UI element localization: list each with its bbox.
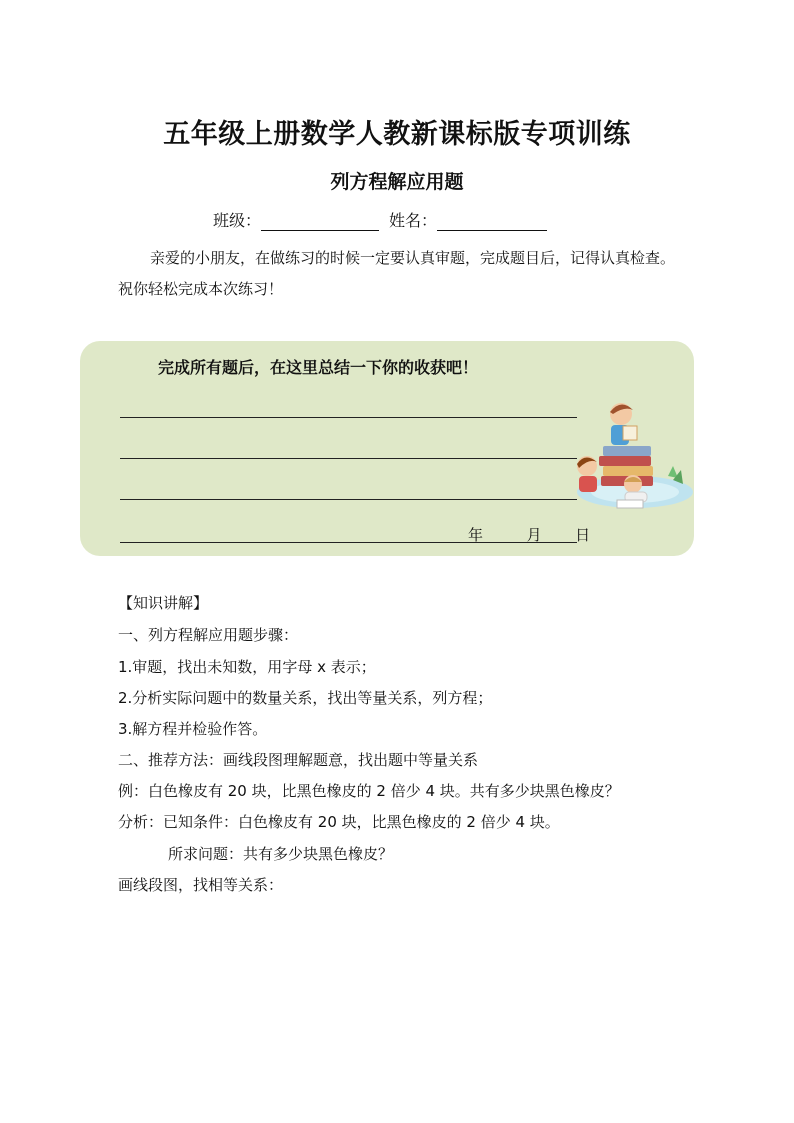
date-row — [468, 524, 590, 545]
summary-line[interactable] — [120, 417, 577, 418]
class-blank[interactable] — [261, 210, 379, 231]
name-blank[interactable] — [437, 210, 547, 231]
example-text: 例：白色橡皮有 20 块，比黑色橡皮的 2 倍少 4 块。共有多少块黑色橡皮？ — [118, 782, 620, 800]
summary-card — [80, 341, 694, 556]
step-item: 2.分析实际问题中的数量关系，找出等量关系，列方程； — [118, 689, 493, 707]
analysis-text: 分析：已知条件：白色橡皮有 20 块，比黑色橡皮的 2 倍少 4 块。 — [118, 813, 560, 831]
step-item: 3.解方程并检验作答。 — [118, 720, 268, 738]
part1-title: 一、列方程解应用题步骤： — [118, 626, 299, 644]
summary-line[interactable] — [120, 458, 577, 459]
class-label: 班级： — [213, 211, 262, 230]
diagram-prompt: 画线段图，找相等关系： — [118, 876, 284, 894]
kids-reading-illustration — [563, 396, 693, 526]
step-item: 1.审题，找出未知数，用字母 x 表示； — [118, 658, 376, 676]
knowledge-header: 【知识讲解】 — [118, 594, 209, 612]
student-info-row — [213, 208, 557, 231]
name-label: 姓名： — [389, 211, 438, 230]
question-text: 所求问题：共有多少块黑色橡皮？ — [168, 845, 394, 863]
part2-title: 二、推荐方法：画线段图理解题意，找出题中等量关系 — [118, 751, 479, 769]
date-day: 日 — [575, 526, 591, 544]
summary-line[interactable] — [120, 499, 577, 500]
intro-paragraph: 亲爱的小朋友，在做练习的时候一定要认真审题，完成题目后，记得认真检查。祝你轻松完成本次练习！ — [118, 249, 676, 298]
page-subtitle: 列方程解应用题 — [330, 171, 464, 193]
date-year: 年 — [468, 526, 484, 544]
page-title: 五年级上册数学人教新课标版专项训练 — [163, 119, 631, 150]
summary-heading: 完成所有题后，在这里总结一下你的收获吧！ — [158, 358, 479, 377]
date-month: 月 — [526, 526, 542, 544]
